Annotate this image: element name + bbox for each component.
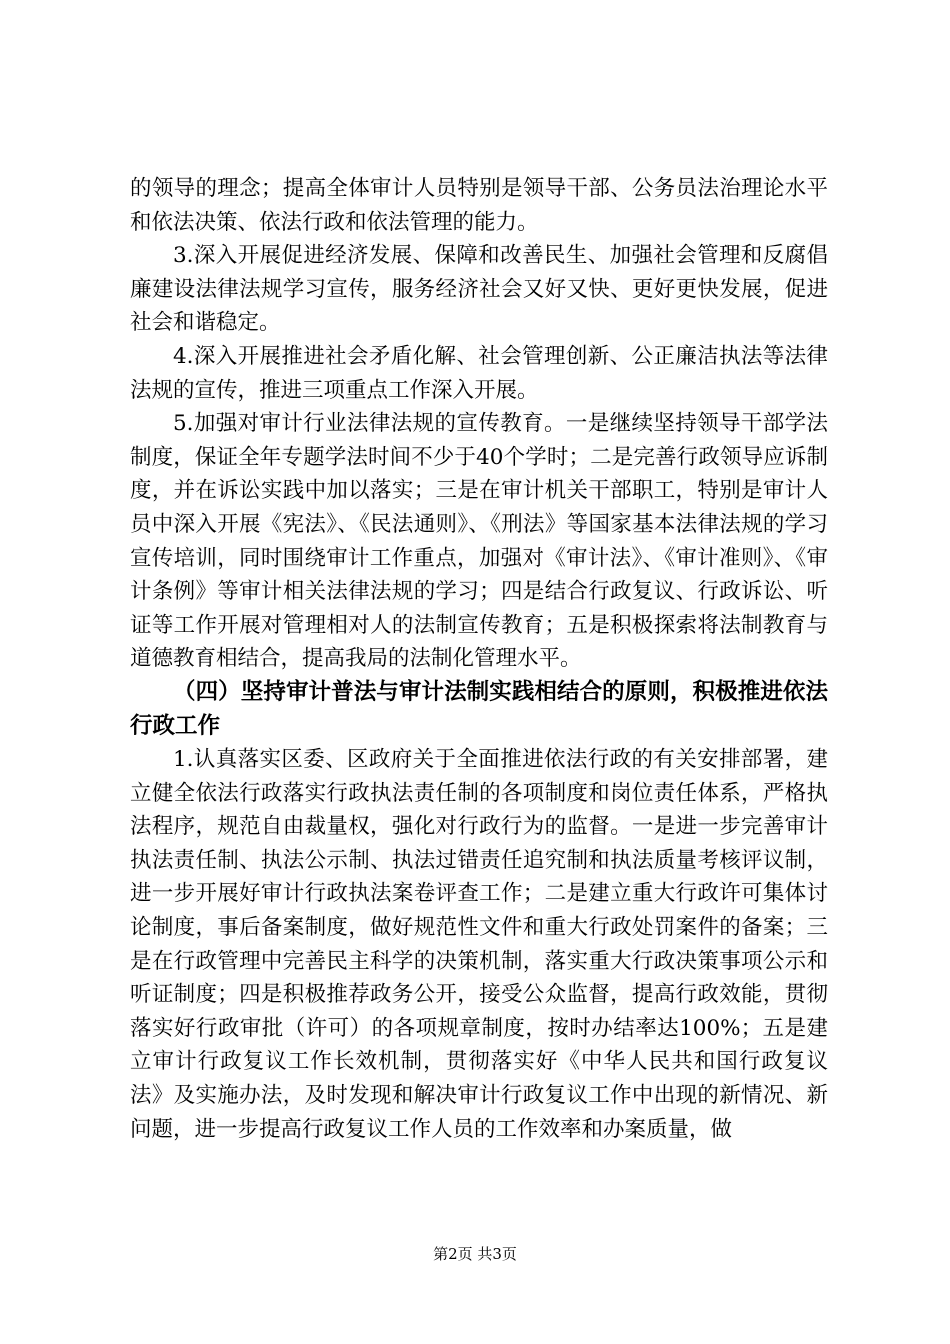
- paragraph-item-3: 3.深入开展促进经济发展、保障和改善民生、加强社会管理和反腐倡廉建设法律法规学习宣传，服务经济社会又好又快、更好更快发展，促进社会和谐稳定。: [130, 243, 828, 336]
- paragraph-item-1: 1.认真落实区委、区政府关于全面推进依法行政的有关安排部署，建立健全依法行政落实行政执法责任制的各项制度和岗位责任体系，严格执法程序，规范自由裁量权，强化对行政行为的监督。一是进一步完善审计执法责任制、执法公示制、执法过错责任追究制和执法质量考核评议制，进一步开展好审计行政执法案卷评查工作；二是建立重大行政许可集体讨论制度，事后备案制度，做好规范性文件和重大行政处罚案件的备案；三是在行政管理中完善民主科学的决策机制，落实重大行政决策事项公示和听证制度；四是积极推荐政务公开，接受公众监督，提高行政效能，贯彻落实好行政审批（许可）的各项规章制度，按时办结率达100%；五是建立审计行政复议工作长效机制，贯彻落实好《中华人民共和国行政复议法》及实施办法，及时发现和解决审计行政复议工作中出现的新情况、新问题，进一步提高行政复议工作人员的工作效率和办案质量，做: [130, 747, 828, 1142]
- section-heading: （四）坚持审计普法与审计法制实践相结合的原则，积极推进依法行政工作: [130, 678, 828, 739]
- paragraph-item-4: 4.深入开展推进社会矛盾化解、社会管理创新、公正廉洁执法等法律法规的宣传，推进三项重点工作深入开展。: [130, 343, 828, 403]
- document-body: [130, 172, 828, 1146]
- paragraph-item-5: 5.加强对审计行业法律法规的宣传教育。一是继续坚持领导干部学法制度，保证全年专题学法时间不少于40个学时；二是完善行政领导应诉制度，并在诉讼实践中加以落实；三是在审计机关干部职工，特别是审计人员中深入开展《宪法》、《民法通则》、《刑法》等国家基本法律法规的学习宣传培训，同时围绕审计工作重点，加强对《审计法》、《审计准则》、《审计条例》等审计相关法律法规的学习；四是结合行政复议、行政诉讼、听证等工作开展对管理相对人的法制宣传教育；五是积极探索将法制教育与道德教育相结合，提高我局的法制化管理水平。: [130, 411, 828, 672]
- page-footer: 第2页 共3页: [433, 1245, 517, 1263]
- paragraph-continuation: 的领导的理念；提高全体审计人员特别是领导干部、公务员法治理论水平和依法决策、依法行政和依法管理的能力。: [130, 176, 828, 235]
